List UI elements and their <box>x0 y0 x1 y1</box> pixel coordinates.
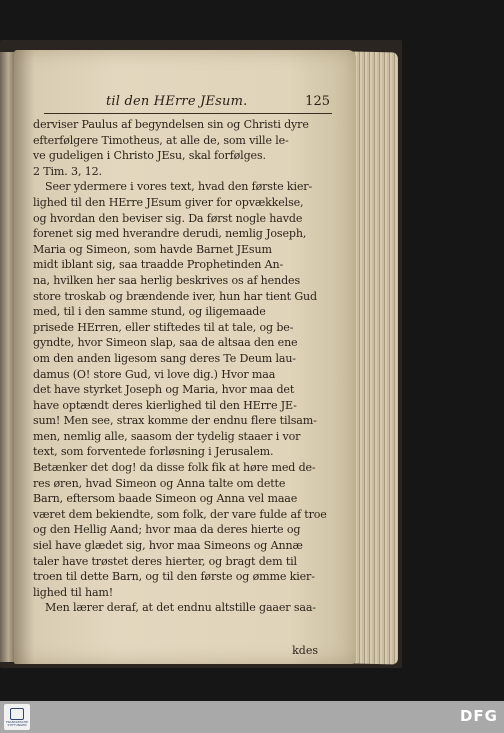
text-line: midt iblant sig, saa traadde Prophetinden An- <box>33 258 284 272</box>
running-head <box>44 92 330 114</box>
text-line: Maria og Simeon, som havde Barnet JEsum <box>33 242 272 256</box>
text-line: gyndte, hvor Simeon slap, saa de altsaa den ene <box>33 336 298 350</box>
left-page-edge <box>0 52 14 662</box>
text-line: forenet sig med hverandre derudi, nemlig Joseph, <box>33 227 307 241</box>
text-line: efterfølgere Timotheus, at alle de, som ville le- <box>33 133 289 147</box>
text-line: derviser Paulus af begyndelsen sin og Christi dyre <box>33 118 309 131</box>
page-number: 125 <box>305 94 330 109</box>
running-title: til den HErre JEsum. <box>106 94 248 109</box>
text-line: troen til dette Barn, og til den første og ømme kier- <box>33 570 315 584</box>
text-line: lighed til ham! <box>33 585 114 599</box>
text-line: været dem bekiendte, som folk, der vare fulde af troe <box>33 507 327 521</box>
header-rule <box>44 113 332 114</box>
text-line: na, hvilken her saa herlig beskrives os af hendes <box>33 273 300 287</box>
text-line: det have styrket Joseph og Maria, hvor maa det <box>33 383 295 397</box>
text-line: sum! Men see, strax komme der endnu flere tilsam- <box>33 414 317 428</box>
book-page <box>14 50 356 664</box>
library-logo[interactable] <box>4 704 30 730</box>
library-mark-icon <box>10 708 24 720</box>
viewer-footer <box>0 701 504 733</box>
text-line: text, som forventede forløsning i Jerusalem. <box>33 445 274 459</box>
dfg-logo[interactable]: DFG <box>459 707 498 725</box>
body-text <box>33 117 335 616</box>
catchword: kdes <box>292 644 318 657</box>
text-line: have optændt deres kierlighed til den HErre JE- <box>33 398 297 412</box>
text-line: Men lærer deraf, at det endnu altstille gaaer saa- <box>45 601 316 615</box>
text-line: siel have glædet sig, hvor maa Simeons og Annæ <box>33 539 303 553</box>
text-line: og den Hellig Aand; hvor maa da deres hierte og <box>33 523 301 537</box>
library-logo-text: FRANCKESCHE STIFTUNGEN <box>5 719 29 727</box>
text-line: Seer ydermere i vores text, hvad den første kier- <box>45 180 313 194</box>
text-line: ve gudeligen i Christo JEsu, skal forfølges. <box>33 149 266 163</box>
text-line: store troskab og brændende iver, hun har tient Gud <box>33 289 317 303</box>
text-line: damus (O! store Gud, vi love dig.) Hvor maa <box>33 367 276 381</box>
text-line: og hvordan den beviser sig. Da først nogle havde <box>33 211 303 225</box>
text-line: prisede HErren, eller stiftedes til at tale, og be- <box>33 320 294 334</box>
text-line: Barn, eftersom baade Simeon og Anna vel maae <box>33 492 298 506</box>
page-stack-edge <box>352 52 398 665</box>
text-line: taler have trøstet deres hierter, og bragt dem til <box>33 554 297 568</box>
text-line: men, nemlig alle, saasom der tydelig staaer i vor <box>33 429 301 443</box>
text-line: med, til i den samme stund, og iligemaade <box>33 305 266 319</box>
text-line: res øren, hvad Simeon og Anna talte om dette <box>33 476 286 490</box>
text-line: om den anden ligesom sang deres Te Deum lau- <box>33 351 296 365</box>
text-line: 2 Tim. 3, 12. <box>33 164 102 178</box>
text-line: lighed til den HErre JEsum giver for opvækkelse, <box>33 195 304 209</box>
text-line: Betænker det dog! da disse folk fik at høre med de- <box>33 461 316 475</box>
